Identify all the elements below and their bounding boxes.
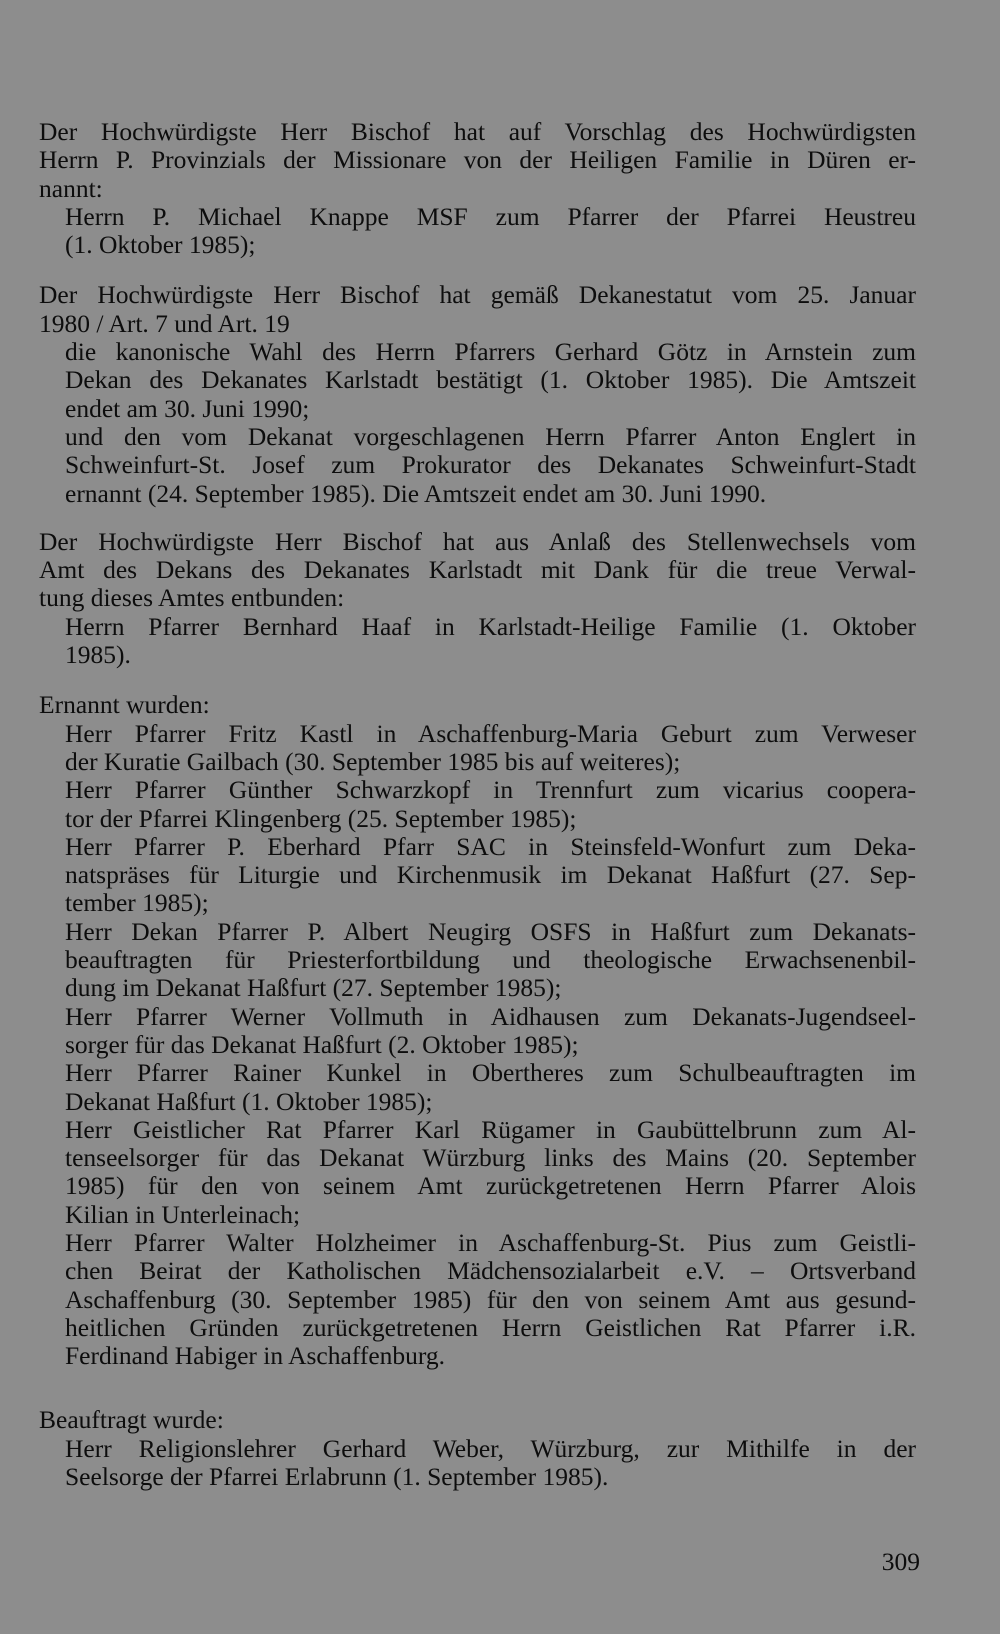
text-line: nannt: [39, 173, 103, 203]
text-line: Beauftragt wurde: [39, 1405, 224, 1435]
paragraph [39, 281, 916, 507]
text-line: Herr Pfarrer Rainer Kunkel in Obertheres zum Schulbeauftragten im [65, 1058, 916, 1088]
text-line: Schweinfurt-St. Josef zum Prokurator des Dekanates Schweinfurt-Stadt [65, 450, 916, 480]
text-line: tung dieses Amtes entbunden: [39, 583, 345, 613]
text-line: Dekan des Dekanates Karlstadt bestätigt (1. Oktober 1985). Die Amtszeit [65, 365, 916, 395]
text-line: Herr Pfarrer Werner Vollmuth in Aidhausen zum Dekanats-Jugendseel- [65, 1001, 916, 1031]
text-line: Ernannt wurden: [39, 690, 210, 720]
text-line: Herr Dekan Pfarrer P. Albert Neugirg OSFS in Haßfurt zum Dekanats- [65, 916, 916, 946]
page-number: 309 [881, 1547, 920, 1576]
paragraph [39, 528, 916, 669]
text-line: 1985) für den von seinem Amt zurückgetretenen Herrn Pfarrer Alois [65, 1171, 916, 1201]
paragraph [39, 1406, 916, 1491]
text-line: Herrn P. Michael Knappe MSF zum Pfarrer der Pfarrei Heustreu [65, 201, 916, 231]
text-line: Ferdinand Habiger in Aschaffenburg. [65, 1341, 446, 1371]
text-line: tor der Pfarrei Klingenberg (25. September 1985); [65, 803, 577, 833]
text-line: ernannt (24. September 1985). Die Amtszeit endet am 30. Juni 1990. [65, 478, 767, 508]
text-line: Aschaffenburg (30. September 1985) für den von seinem Amt aus gesund- [65, 1284, 916, 1314]
text-line: natspräses für Liturgie und Kirchenmusik im Dekanat Haßfurt (27. Sep- [65, 860, 916, 890]
text-line: Herr Religionslehrer Gerhard Weber, Würzburg, zur Mithilfe in der [65, 1433, 916, 1463]
text-line: (1. Oktober 1985); [65, 230, 256, 260]
text-line: der Kuratie Gailbach (30. September 1985 bis auf weiteres); [65, 746, 681, 776]
text-line: Der Hochwürdigste Herr Bischof hat auf Vorschlag des Hochwürdigsten [39, 117, 916, 146]
text-line: Amt des Dekans des Dekanates Karlstadt mit Dank für die treue Verwal- [39, 555, 916, 585]
text-line: Herr Pfarrer Fritz Kastl in Aschaffenburg-Maria Geburt zum Verweser [65, 718, 916, 748]
paragraph [39, 691, 916, 1370]
text-line: heitlichen Gründen zurückgetretenen Herrn Geistlichen Rat Pfarrer i.R. [65, 1312, 916, 1342]
text-line: Herr Pfarrer P. Eberhard Pfarr SAC in Steinsfeld-Wonfurt zum Deka- [65, 831, 916, 861]
text-line: Der Hochwürdigste Herr Bischof hat aus Anlaß des Stellenwechsels vom [39, 526, 916, 556]
text-line: die kanonische Wahl des Herrn Pfarrers Gerhard Götz in Arnstein zum [65, 337, 916, 367]
page-body [39, 118, 916, 1491]
text-line: beauftragten für Priesterfortbildung und theologische Erwachsenenbil- [65, 945, 916, 975]
text-line: Herrn Pfarrer Bernhard Haaf in Karlstadt-Heilige Familie (1. Oktober [65, 611, 916, 641]
text-line: Der Hochwürdigste Herr Bischof hat gemäß Dekanestatut vom 25. Januar [39, 280, 916, 310]
text-line: tember 1985); [65, 888, 209, 918]
text-line: sorger für das Dekanat Haßfurt (2. Oktober 1985); [65, 1029, 579, 1059]
text-line: endet am 30. Juni 1990; [65, 393, 310, 423]
text-line: Herr Pfarrer Günther Schwarzkopf in Trennfurt zum vicarius coopera- [65, 775, 916, 805]
text-line: tenseelsorger für das Dekanat Würzburg links des Mains (20. September [65, 1143, 916, 1173]
text-line: Seelsorge der Pfarrei Erlabrunn (1. September 1985). [65, 1462, 609, 1492]
text-line: 1980 / Art. 7 und Art. 19 [39, 308, 290, 338]
text-line: Kilian in Unterleinach; [65, 1199, 301, 1229]
text-line: 1985). [65, 640, 131, 670]
paragraph [39, 118, 916, 259]
text-line: chen Beirat der Katholischen Mädchensozialarbeit e.V. – Ortsverband [65, 1256, 916, 1286]
text-line: Herrn P. Provinzials der Missionare von der Heiligen Familie in Düren er- [39, 145, 916, 175]
text-line: dung im Dekanat Haßfurt (27. September 1985); [65, 973, 562, 1003]
text-line: Herr Geistlicher Rat Pfarrer Karl Rügamer in Gaubüttelbrunn zum Al- [65, 1114, 916, 1144]
text-line: und den vom Dekanat vorgeschlagenen Herrn Pfarrer Anton Englert in [65, 421, 916, 451]
text-line: Herr Pfarrer Walter Holzheimer in Aschaffenburg-St. Pius zum Geistli- [65, 1227, 916, 1257]
text-line: Dekanat Haßfurt (1. Oktober 1985); [65, 1086, 433, 1116]
